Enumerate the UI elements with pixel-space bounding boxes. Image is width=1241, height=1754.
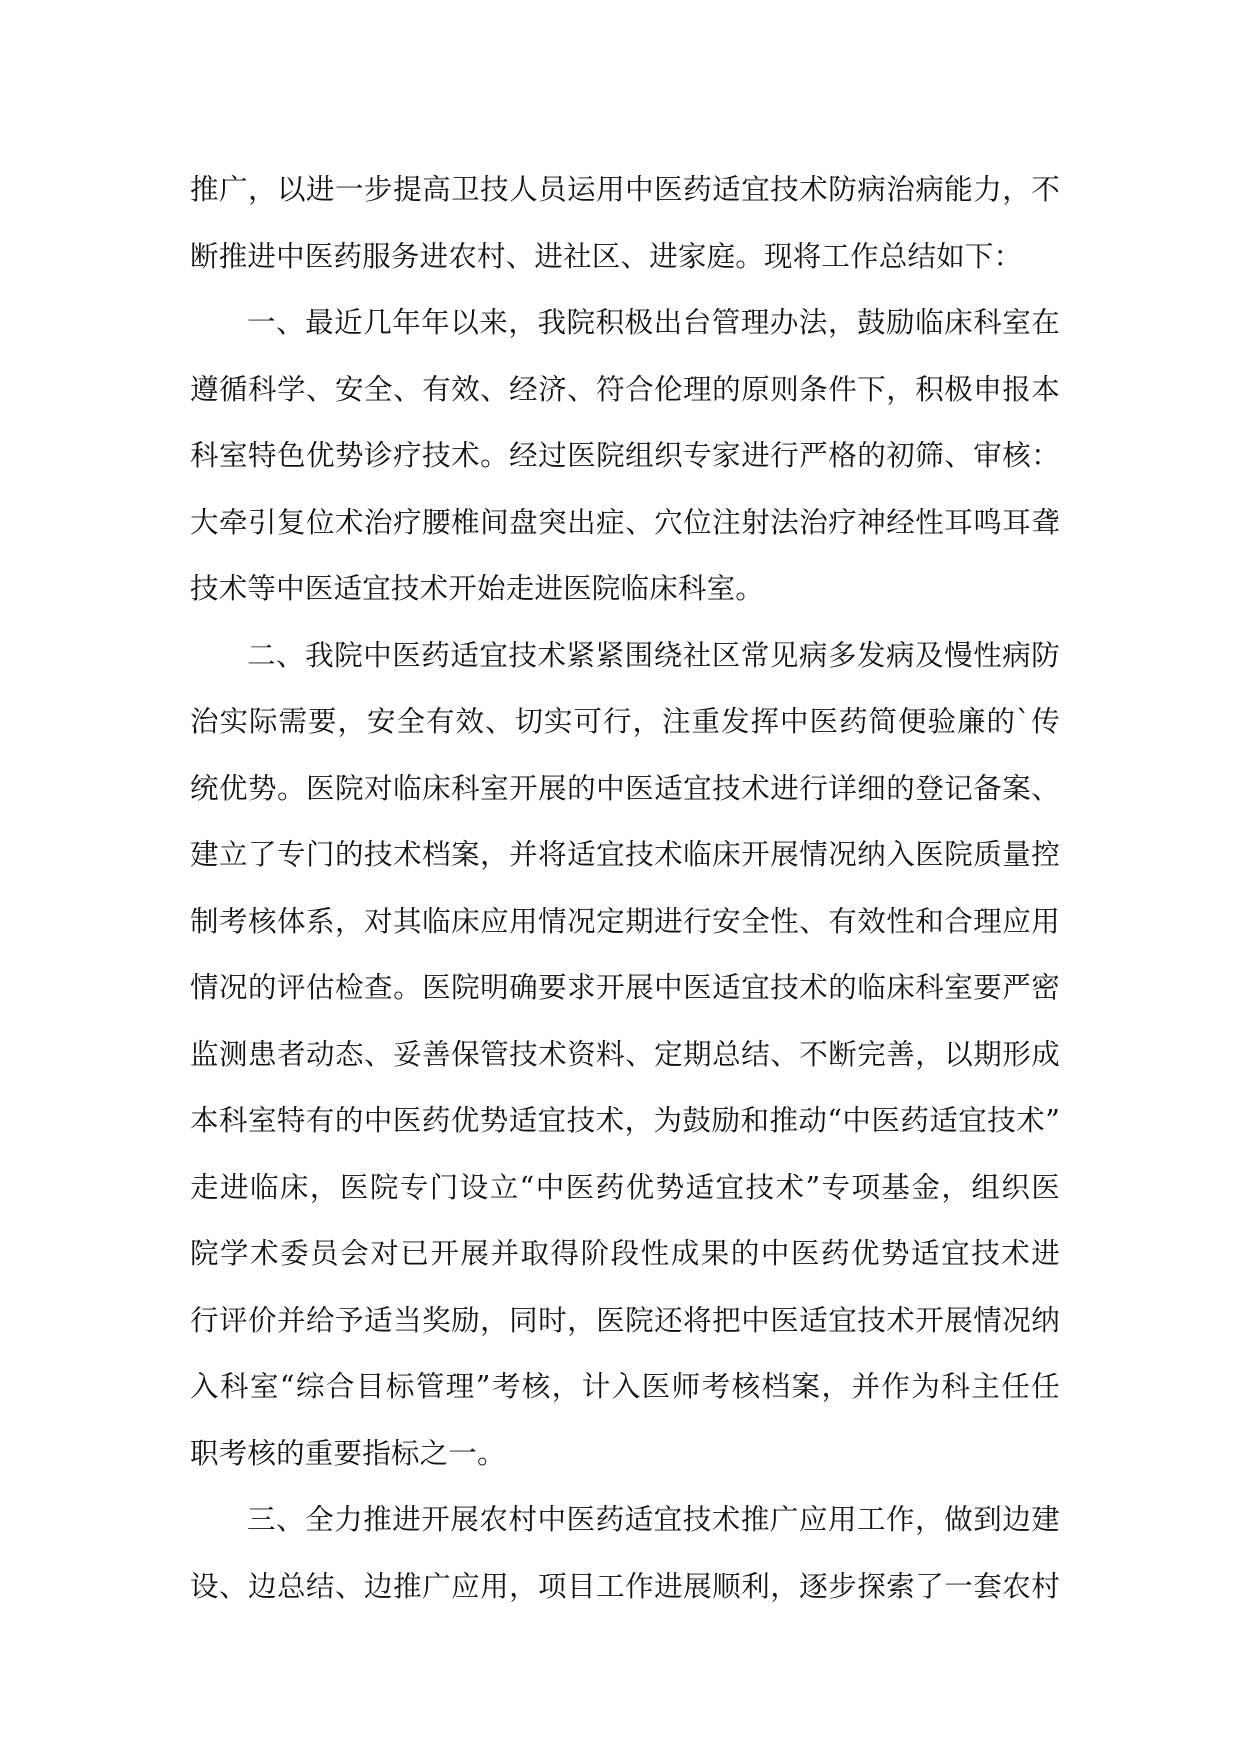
text-line: 院学术委员会对已开展并取得阶段性成果的中医药优势适宜技术进 [190,1237,1060,1270]
text-line: 推广，以进一步提高卫技人员运用中医药适宜技术防病治病能力，不 [190,173,1060,206]
text-line: 遵循科学、安全、有效、经济、符合伦理的原则条件下，积极申报本 [190,372,1060,406]
body-text [190,157,1060,1620]
text-line: 技术等中医适宜技术开始走进医院临床科室。 [190,572,765,605]
text-line: 走进临床，医院专门设立“中医药优势适宜技术”专项基金，组织医 [190,1170,1060,1204]
text-line: 入科室“综合目标管理”考核，计入医师考核档案，并作为科主任任 [190,1370,1060,1403]
text-line: 科室特色优势诊疗技术。经过医院组织专家进行严格的初筛、审核： [190,439,1060,472]
text-line: 大牵引复位术治疗腰椎间盘突出症、穴位注射法治疗神经性耳鸣耳聋 [190,505,1060,539]
text-line: 职考核的重要指标之一。 [190,1436,506,1470]
text-line: 治实际需要，安全有效、切实可行，注重发挥中医药简便验廉的`传 [190,705,1060,738]
text-line: 制考核体系，对其临床应用情况定期进行安全性、有效性和合理应用 [190,904,1060,938]
text-line: 情况的评估检查。医院明确要求开展中医适宜技术的临床科室要严密 [190,971,1060,1004]
text-line: 设、边总结、边推广应用，项目工作进展顺利，逐步探索了一套农村 [190,1569,1060,1603]
text-line: 断推进中医药服务进农村、进社区、进家庭。现将工作总结如下： [190,239,1023,273]
text-line: 本科室特有的中医药优势适宜技术，为鼓励和推动“中医药适宜技术” [190,1104,1060,1137]
text-line: 行评价并给予适当奖励，同时，医院还将把中医适宜技术开展情况纳 [190,1303,1060,1337]
text-line: 建立了专门的技术档案，并将适宜技术临床开展情况纳入医院质量控 [190,838,1060,871]
paragraph-start-line: 一、最近几年年以来，我院积极出台管理办法，鼓励临床科室在 [247,306,1060,339]
paragraph-start-line: 三、全力推进开展农村中医药适宜技术推广应用工作，做到边建 [247,1503,1060,1536]
paragraph-start-line: 二、我院中医药适宜技术紧紧围绕社区常见病多发病及慢性病防 [247,638,1060,672]
text-line: 统优势。医院对临床科室开展的中医适宜技术进行详细的登记备案、 [190,771,1060,805]
text-line: 监测患者动态、妥善保管技术资料、定期总结、不断完善，以期形成 [190,1037,1060,1071]
